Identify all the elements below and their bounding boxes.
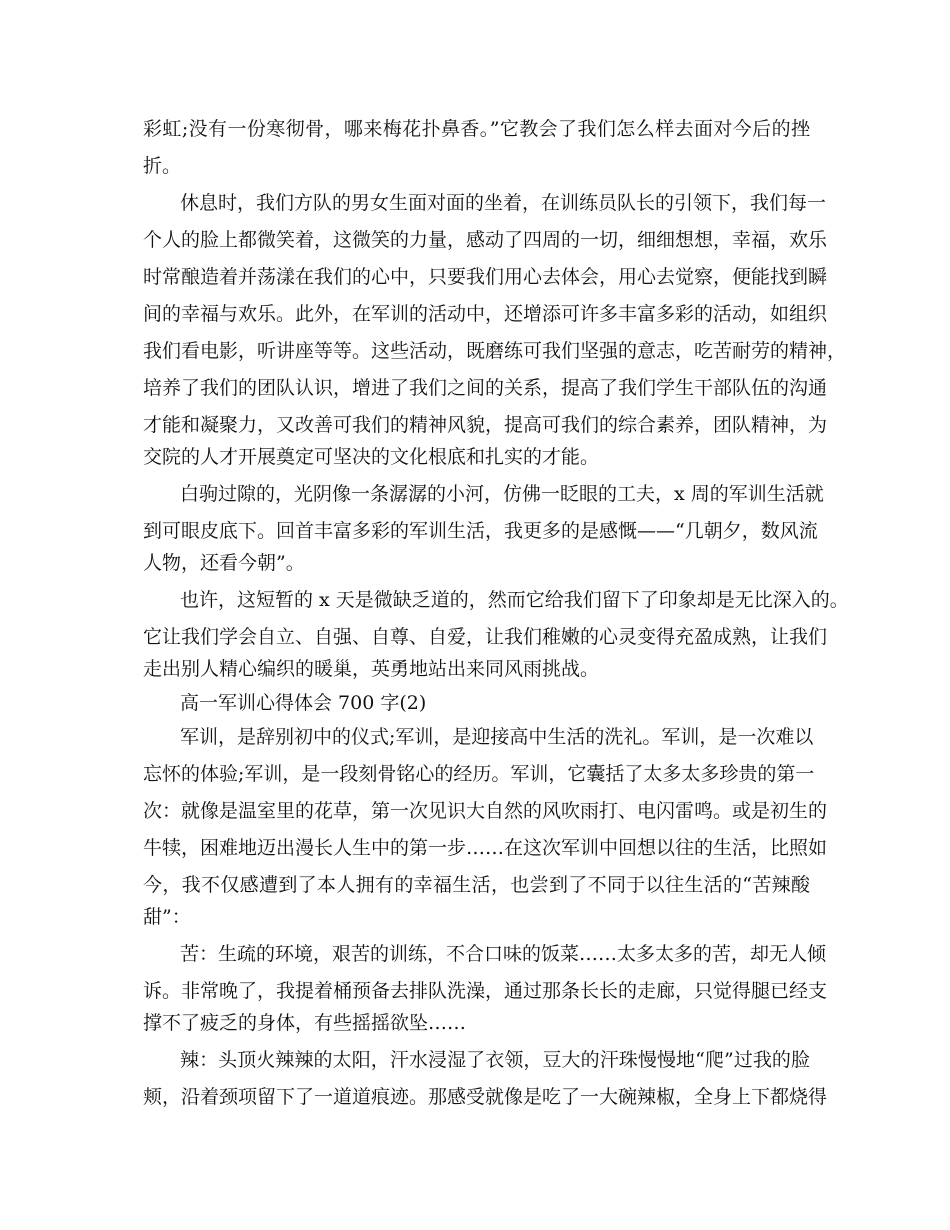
text-line: 辣：头顶火辣辣的太阳，汗水浸湿了衣领，豆大的汗珠慢慢地“爬”过我的脸: [180, 1049, 810, 1071]
text-line: 培养了我们的团队认识，增进了我们之间的关系，提高了我们学生干部队伍的沟通: [143, 377, 828, 399]
text-line: 彩虹;没有一份寒彻骨，哪来梅花扑鼻香。”它教会了我们怎么样去面对今后的挫: [143, 118, 810, 140]
text-line: 我们看电影，听讲座等等。这些活动，既磨练可我们坚强的意志，吃苦耐劳的精神，: [143, 340, 847, 362]
text-line: 撑不了疲乏的身体，有些摇摇欲坠……: [143, 1012, 467, 1034]
text-line: 颊，沿着颈项留下了一道道痕迹。那感受就像是吃了一大碗辣椒，全身上下都烧得: [143, 1086, 828, 1108]
text-line: 才能和凝聚力，又改善可我们的精神风貌，提高可我们的综合素养，团队精神，为: [143, 414, 828, 436]
text-line: 折。: [143, 155, 182, 177]
text-line: 间的幸福与欢乐。此外，在军训的活动中，还增添可许多丰富多彩的活动，如组织: [143, 303, 828, 325]
text-line: 今，我不仅感遭到了本人拥有的幸福生活，也尝到了不同于以往生活的“苦辣酸: [143, 874, 810, 896]
text-line: 军训，是辞别初中的仪式;军训，是迎接高中生活的洗礼。军训，是一次难以: [180, 726, 814, 748]
text-line: 也许，这短暂的 x 天是微缺乏道的，然而它给我们留下了印象却是无比深入的。: [180, 589, 849, 611]
section-heading: 高一军训心得体会 700 字(2): [180, 692, 427, 714]
text-line: 休息时，我们方队的男女生面对面的坐着，在训练员队长的引领下，我们每一: [180, 192, 827, 214]
text-line: 交院的人才开展奠定可坚决的文化根底和扎实的才能。: [143, 446, 600, 468]
text-line: 次：就像是温室里的花草，第一次见识大自然的风吹雨打、电闪雷鸣。或是初生的: [143, 800, 828, 822]
text-line: 白驹过隙的，光阴像一条潺潺的小河，仿佛一眨眼的工夫，x 周的军训生活就: [180, 483, 824, 505]
text-line: 苦：生疏的环境，艰苦的训练，不合口味的饭菜……太多太多的苦，却无人倾: [180, 943, 827, 965]
text-line: 它让我们学会自立、自强、自尊、自爱，让我们稚嫩的心灵变得充盈成熟，让我们: [143, 626, 828, 648]
text-line: 个人的脸上都微笑着，这微笑的力量，感动了四周的一切，细细想想，幸福，欢乐: [143, 229, 828, 251]
text-line: 诉。非常晚了，我提着桶预备去排队洗澡，通过那条长长的走廊，只觉得腿已经支: [143, 980, 828, 1002]
text-line: 到可眼皮底下。回首丰富多彩的军训生活，我更多的是感慨——“几朝夕，数风流: [143, 520, 818, 542]
text-line: 牛犊，困难地迈出漫长人生中的第一步……在这次军训中回想以往的生活，比照如: [143, 837, 828, 859]
text-line: 忘怀的体验;军训，是一段刻骨铭心的经历。军训，它囊括了太多太多珍贵的第一: [143, 763, 815, 785]
text-line: 时常酿造着并荡漾在我们的心中，只要我们用心去体会，用心去觉察，便能找到瞬: [143, 266, 828, 288]
text-line: 人物，还看今朝”。: [143, 552, 305, 574]
text-line: 走出别人精心编织的暖巢，英勇地站出来同风雨挑战。: [143, 658, 600, 680]
text-line: 甜”：: [143, 906, 191, 928]
